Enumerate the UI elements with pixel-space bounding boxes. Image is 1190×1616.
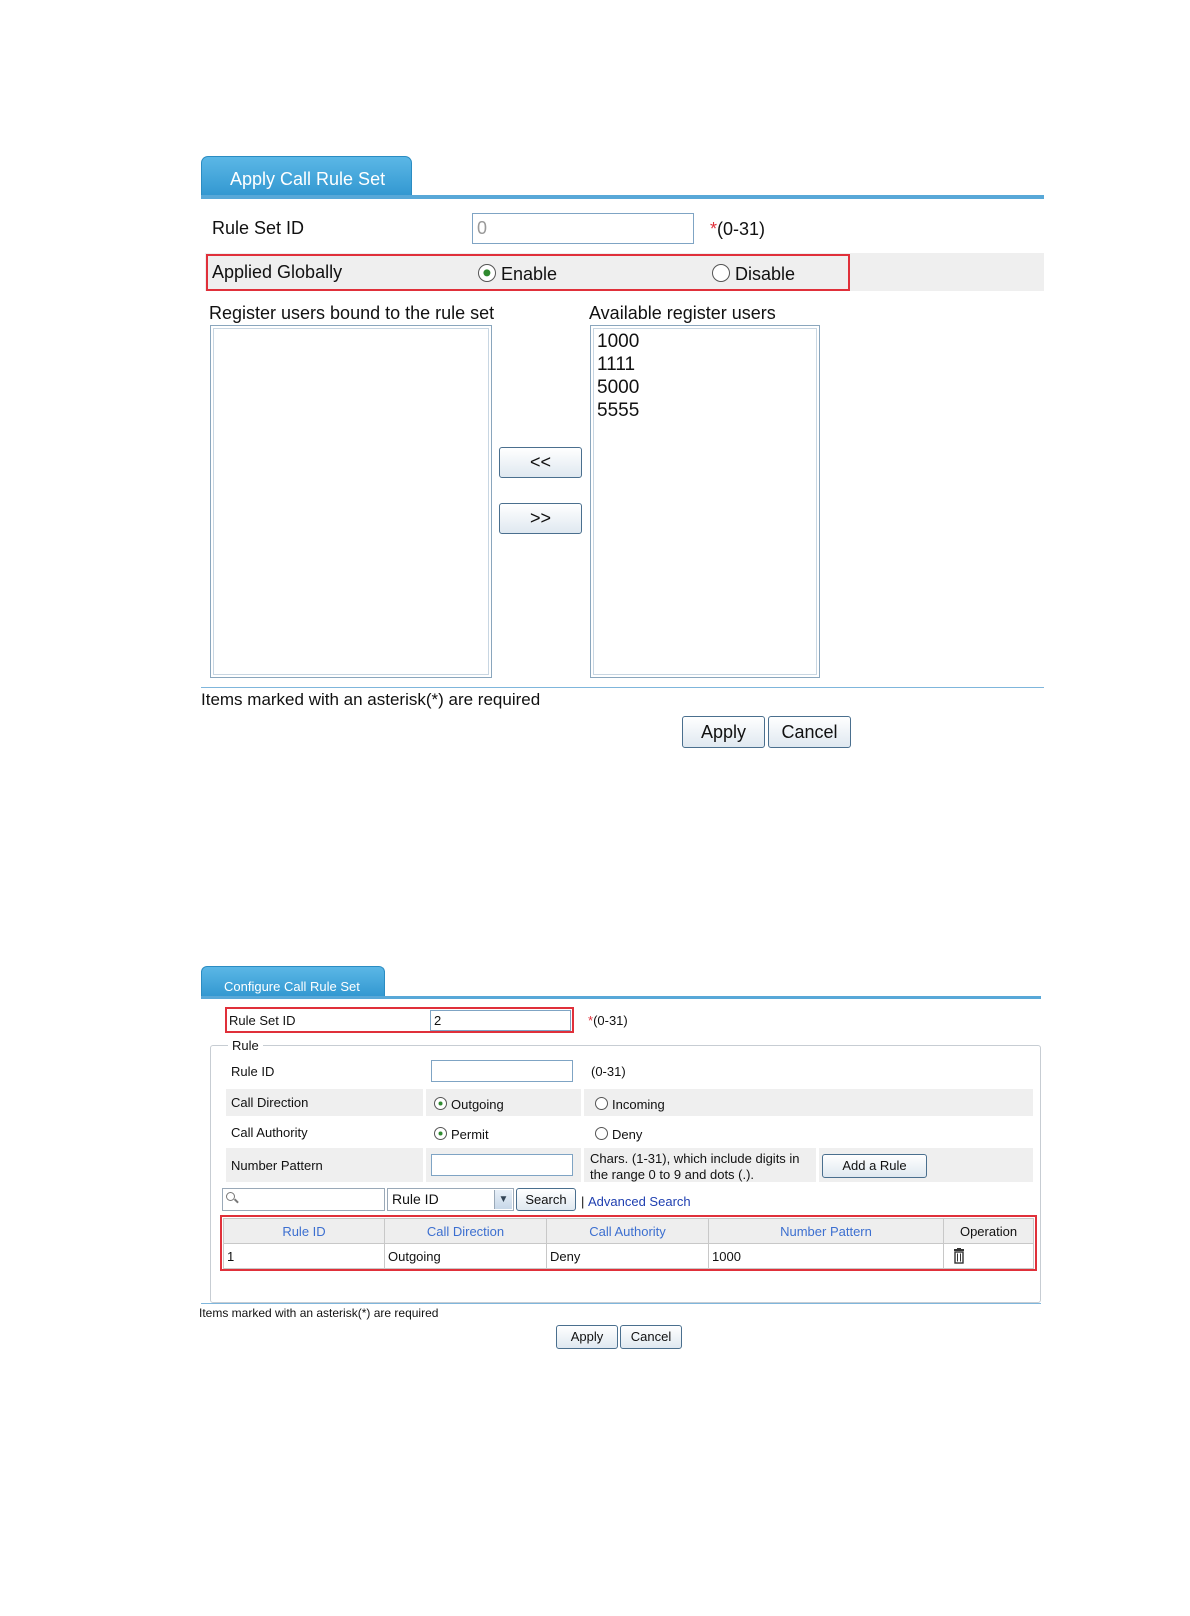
cell-number-pattern: 1000 xyxy=(709,1244,944,1269)
column-header-call-direction[interactable]: Call Direction xyxy=(385,1219,547,1244)
search-icon-handle xyxy=(234,1198,239,1203)
available-user-item[interactable]: 1111 xyxy=(597,354,636,375)
incoming-label: Incoming xyxy=(612,1097,665,1112)
required-asterisk: * xyxy=(588,1013,594,1028)
rule-id-label: Rule ID xyxy=(231,1064,275,1079)
column-header-number-pattern[interactable]: Number Pattern xyxy=(709,1219,944,1244)
number-pattern-input[interactable] xyxy=(431,1154,573,1176)
rule-set-id-range: (0-31) xyxy=(593,1013,628,1028)
incoming-radio[interactable] xyxy=(595,1097,608,1110)
search-field-select[interactable] xyxy=(387,1188,514,1211)
column-header-call-authority[interactable]: Call Authority xyxy=(547,1219,709,1244)
required-note: Items marked with an asterisk(*) are required xyxy=(201,690,541,709)
cell-call-authority: Deny xyxy=(547,1244,709,1269)
bound-users-label: Register users bound to the rule set xyxy=(209,303,495,323)
add-rule-label: Add a Rule xyxy=(842,1158,907,1173)
rule-group-label: Rule xyxy=(228,1038,263,1053)
search-separator: | xyxy=(581,1194,585,1209)
enable-label: Enable xyxy=(501,264,558,284)
available-users-label: Available register users xyxy=(589,303,776,323)
advanced-search-link[interactable]: Advanced Search xyxy=(588,1194,691,1209)
move-left-button[interactable] xyxy=(499,447,582,478)
tab-title: Configure Call Rule Set xyxy=(224,979,360,994)
search-label: Search xyxy=(525,1192,567,1207)
cancel-label: Cancel xyxy=(781,722,838,742)
search-field-value: Rule ID xyxy=(392,1191,439,1207)
cell-operation xyxy=(944,1244,1034,1269)
tab-underline xyxy=(201,195,1044,199)
add-rule-button[interactable] xyxy=(822,1154,927,1178)
disable-radio[interactable] xyxy=(712,264,730,282)
rule-set-id-label: Rule Set ID xyxy=(229,1013,296,1028)
applied-globally-label: Applied Globally xyxy=(212,262,343,282)
call-direction-label: Call Direction xyxy=(231,1095,309,1110)
table-header-row xyxy=(224,1219,1034,1244)
move-left-label: << xyxy=(529,452,552,472)
rule-set-id-value: 2 xyxy=(434,1013,442,1028)
disable-label: Disable xyxy=(735,264,796,284)
bound-users-listbox[interactable] xyxy=(210,325,492,678)
available-user-item[interactable]: 1000 xyxy=(597,331,640,352)
available-user-item[interactable]: 5555 xyxy=(597,400,640,421)
tab-title: Apply Call Rule Set xyxy=(230,169,386,189)
rule-id-range: (0-31) xyxy=(591,1064,626,1079)
chevron-down-icon[interactable]: ▼ xyxy=(494,1190,512,1209)
available-users-listbox[interactable] xyxy=(590,325,820,678)
number-pattern-label: Number Pattern xyxy=(231,1158,323,1173)
rule-set-id-hint xyxy=(710,219,765,240)
apply-label: Apply xyxy=(700,722,747,742)
required-asterisk: * xyxy=(710,219,718,239)
apply-label: Apply xyxy=(570,1329,604,1344)
cancel-button[interactable] xyxy=(768,716,851,748)
footer-divider xyxy=(201,687,1044,688)
rule-id-input[interactable] xyxy=(431,1060,573,1082)
apply-button[interactable] xyxy=(682,716,765,748)
search-button[interactable] xyxy=(516,1188,576,1211)
rules-table xyxy=(223,1218,1034,1269)
number-pattern-hint-line: the range 0 to 9 and dots (.). xyxy=(590,1167,755,1182)
column-header-operation: Operation xyxy=(944,1219,1034,1244)
call-authority-label: Call Authority xyxy=(231,1125,308,1140)
rule-set-id-input[interactable] xyxy=(472,213,694,244)
cancel-button[interactable] xyxy=(620,1325,682,1349)
deny-radio[interactable] xyxy=(595,1127,608,1140)
cancel-label: Cancel xyxy=(630,1329,672,1344)
permit-radio[interactable] xyxy=(434,1127,447,1140)
deny-label: Deny xyxy=(612,1127,643,1142)
footer-divider xyxy=(201,1303,1041,1304)
rule-set-id-label: Rule Set ID xyxy=(212,218,305,238)
number-pattern-hint-line: Chars. (1-31), which include digits in xyxy=(590,1151,800,1166)
move-right-label: >> xyxy=(529,508,552,528)
available-user-item[interactable]: 5000 xyxy=(597,377,640,398)
outgoing-radio[interactable] xyxy=(434,1097,447,1110)
table-row xyxy=(224,1244,1034,1269)
enable-radio[interactable] xyxy=(478,264,496,282)
column-header-rule-id[interactable]: Rule ID xyxy=(224,1219,385,1244)
permit-label: Permit xyxy=(451,1127,489,1142)
rule-set-id-hint xyxy=(588,1013,628,1028)
tab-configure-call-rule-set[interactable] xyxy=(201,966,385,999)
apply-button[interactable] xyxy=(556,1325,618,1349)
outgoing-label: Outgoing xyxy=(451,1097,504,1112)
rule-set-id-input[interactable] xyxy=(430,1010,571,1031)
tab-underline xyxy=(201,996,1041,999)
move-right-button[interactable] xyxy=(499,503,582,534)
trash-icon[interactable] xyxy=(953,1248,965,1264)
cell-rule-id: 1 xyxy=(224,1244,385,1269)
rule-set-id-range: (0-31) xyxy=(717,219,766,239)
search-input[interactable] xyxy=(222,1188,385,1211)
cell-call-direction: Outgoing xyxy=(385,1244,547,1269)
rule-set-id-value: 0 xyxy=(477,218,488,238)
tab-apply-call-rule-set[interactable] xyxy=(201,156,412,199)
required-note: Items marked with an asterisk(*) are required xyxy=(199,1306,439,1320)
number-pattern-hint xyxy=(590,1151,800,1183)
